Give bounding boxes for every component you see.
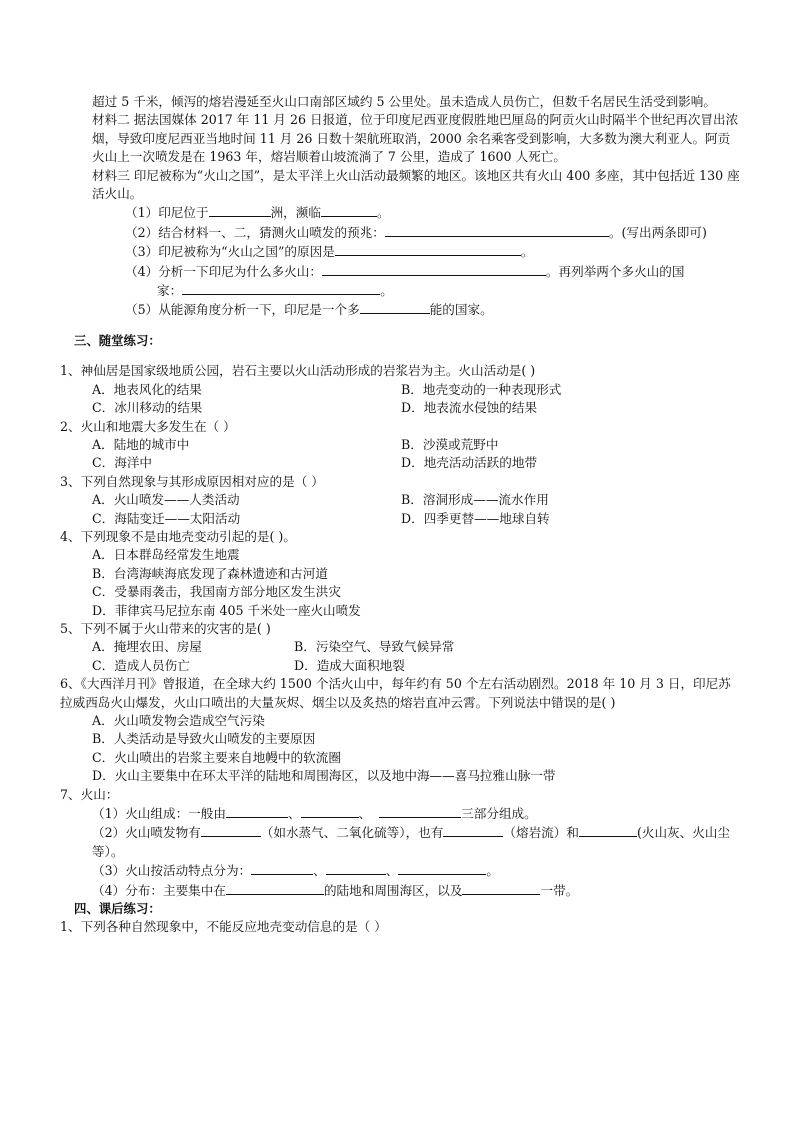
option[interactable]: B．地壳变动的一种表现形式 <box>401 381 562 397</box>
question-stem: 4、下列现象不是由地壳变动引起的是( )。 <box>60 528 296 544</box>
material-two: 材料二 据法国媒体 2017 年 11 月 26 日报道，位于印度尼西亚度假胜地巴厘岛的阿贡火山时隔半个世纪再次冒出浓烟，导致印度尼西亚当地时间 11 月 26 日数十架航班取消，2000 余名乘客受到影响，大多数为澳大利亚人。阿贡火山上一次喷发是在 1963 年，熔岩顺着山坡流淌了 7 公里，造成了 1600 人死亡。 <box>92 112 739 165</box>
fill-in-part-4: （4）分布：主要集中在 的陆地和周围海区，以及 一带。 <box>92 882 579 898</box>
option[interactable]: D．地壳活动活跃的地带 <box>401 455 538 471</box>
option[interactable]: D．四季更替——地球自转 <box>401 510 550 526</box>
question-stem: 1、神仙居是国家级地质公园，岩石主要以火山活动形成的岩浆岩为主。火山活动是( ) <box>60 363 536 379</box>
answer-blank[interactable] <box>326 861 386 875</box>
answer-blank[interactable] <box>201 823 261 837</box>
option[interactable]: C．海洋中 <box>92 455 153 471</box>
option[interactable]: C．冰川移动的结果 <box>92 400 203 416</box>
answer-blank[interactable] <box>182 281 380 295</box>
answer-blank[interactable] <box>385 223 609 237</box>
material-question-4-cont: 家： 。 <box>157 283 393 299</box>
option[interactable]: C．受暴雨袭击，我国南方部分地区发生洪灾 <box>92 584 341 600</box>
question-stem: 2、火山和地震大多发生在（ ） <box>60 418 236 434</box>
answer-blank[interactable] <box>360 300 430 314</box>
option[interactable]: B．台湾海峡海底发现了森林遗迹和古河道 <box>92 565 328 581</box>
answer-blank[interactable] <box>398 861 486 875</box>
option-row <box>60 657 740 675</box>
fill-in-part-3: （3）火山按活动特点分为： 、 、 。 <box>92 863 499 879</box>
question-stem: 7、火山： <box>60 786 119 802</box>
answer-blank[interactable] <box>443 823 503 837</box>
answer-blank[interactable] <box>579 823 637 837</box>
option[interactable]: A．日本群岛经常发生地震 <box>92 547 240 563</box>
answer-blank[interactable] <box>322 262 546 276</box>
answer-blank[interactable] <box>226 804 288 818</box>
option[interactable]: C．海陆变迁——太阳活动 <box>92 510 241 526</box>
option[interactable]: A．火山喷发——人类活动 <box>92 492 240 508</box>
question-stem: 5、下列不属于火山带来的灾害的是( ) <box>60 620 271 636</box>
option[interactable]: A．火山喷发物会造成空气污染 <box>92 713 265 728</box>
option-row <box>60 399 740 417</box>
material-question-5: （5）从能源角度分析一下，印尼是一个多 能的国家。 <box>125 302 493 318</box>
material-question-1: （1）印尼位于 洲，濒临 。 <box>125 205 390 221</box>
material-question-2: （2）结合材料一、二，猜测火山喷发的预兆： 。(写出两条即可) <box>125 224 707 240</box>
answer-blank[interactable] <box>379 804 461 818</box>
option[interactable]: B．溶洞形成——流水作用 <box>401 492 549 508</box>
option[interactable]: D．火山主要集中在环太平洋的陆地和周围海区，以及地中海——喜马拉雅山脉一带 <box>92 768 556 784</box>
question-stem: 3、下列自然现象与其形成原因相对应的是（ ） <box>60 473 324 489</box>
worksheet-page <box>60 93 740 937</box>
answer-blank[interactable] <box>226 881 324 895</box>
option[interactable]: A．地表风化的结果 <box>92 381 202 397</box>
answer-blank[interactable] <box>321 203 377 217</box>
option[interactable]: A．掩埋农田、房屋 <box>92 639 202 655</box>
answer-blank[interactable] <box>301 804 359 818</box>
option[interactable]: B．人类活动是导致火山喷发的主要原因 <box>92 731 316 747</box>
answer-blank[interactable] <box>209 203 271 217</box>
option[interactable]: A．陆地的城市中 <box>92 436 190 452</box>
option[interactable]: C．火山喷出的岩浆主要来自地幔中的软流圈 <box>92 749 341 765</box>
answer-blank[interactable] <box>462 881 540 895</box>
material-three: 材料三 印尼被称为“火山之国”，是太平洋上火山活动最频繁的地区。该地区共有火山 400 多座，其中包括近 130 座活火山。 <box>92 167 740 202</box>
option-row <box>60 491 740 509</box>
material-one-tail: 超过 5 千米，倾泻的熔岩漫延至火山口南部区域约 5 公里处。虽未造成人员伤亡，但数千名居民生活受到影响。 <box>92 94 716 109</box>
option[interactable]: B．沙漠或荒野中 <box>401 436 499 452</box>
section-heading-after-class: 四、课后练习： <box>74 901 161 917</box>
fill-in-part-1: （1）火山组成：一般由 、 、 三部分组成。 <box>92 806 537 822</box>
option-row <box>60 454 740 472</box>
question-stem: 6、《大西洋月刊》曾报道，在全球大约 1500 个活火山中，每年约有 50 个左右活动剧烈。2018 年 10 月 3 日，印尼苏拉威西岛火山爆发，火山口喷出的大量灰烬、烟尘以及炙热的熔岩直冲云霄。下列说法中错误的是( ) <box>60 676 731 710</box>
option[interactable]: D．造成大面积地裂 <box>294 657 405 673</box>
option[interactable]: D．菲律宾马尼拉东南 405 千米处一座火山喷发 <box>92 602 361 618</box>
fill-in-part-2: （2）火山喷发物有 （如水蒸气、二氧化硫等），也有 （熔岩流）和 (火山灰、火山尘等）。 <box>92 825 731 859</box>
option[interactable]: C．造成人员伤亡 <box>92 657 190 673</box>
option[interactable]: B．污染空气、导致气候异常 <box>294 639 455 655</box>
option-row <box>60 381 740 399</box>
question-stem: 1、下列各种自然现象中，不能反应地壳变动信息的是（ ） <box>60 919 387 935</box>
option-row <box>60 510 740 528</box>
answer-blank[interactable] <box>335 242 521 256</box>
answer-blank[interactable] <box>251 861 313 875</box>
option[interactable]: D．地表流水侵蚀的结果 <box>401 400 538 416</box>
material-question-4: （4）分析一下印尼为什么多火山： 。再列举两个多火山的国 <box>125 263 685 279</box>
option-row <box>60 436 740 454</box>
section-heading-in-class: 三、随堂练习： <box>74 332 161 348</box>
option-row <box>60 638 740 656</box>
material-question-3: （3）印尼被称为“火山之国”的原因是 。 <box>125 244 534 260</box>
